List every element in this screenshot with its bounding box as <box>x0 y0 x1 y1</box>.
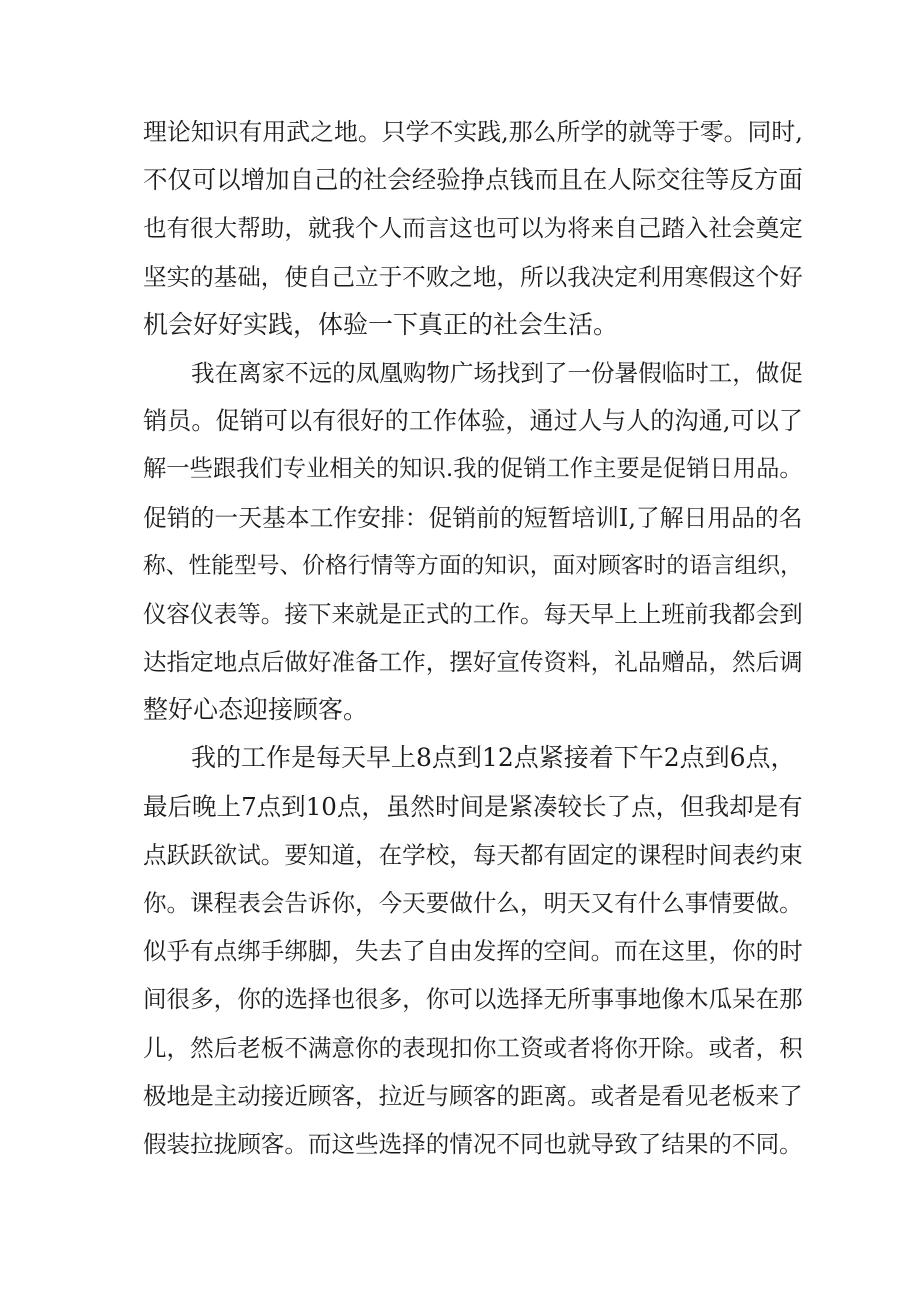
text-line: 极地是主动接近顾客，拉近与顾客的距离。或者是看见老板来了 <box>143 1081 803 1110</box>
text-line: 点跃跃欲试。要知道，在学校，每天都有固定的课程时间表约束 <box>143 840 803 869</box>
text-line: 销员。促销可以有很好的工作体验，通过人与人的沟通,可以了 <box>143 407 803 436</box>
text-line: 坚实的基础，使自己立于不败之地，所以我决定利用寒假这个好 <box>143 262 803 291</box>
body-text <box>143 108 803 1168</box>
text-line: 促销的一天基本工作安排：促销前的短暂培训I,了解日用品的名 <box>143 503 803 532</box>
text-line: 称、性能型号、价格行情等方面的知识，面对顾客时的语言组织， <box>143 552 803 579</box>
text-line: 我的工作是每天早上8点到12点紧接着下午2点到6点， <box>191 743 796 773</box>
text-line: 最后晚上7点到10点，虽然时间是紧凑较长了点，但我却是有 <box>143 791 803 821</box>
text-line: 你。课程表会告诉你，今天要做什么，明天又有什么事情要做。 <box>143 889 803 917</box>
text-line: 间很多，你的选择也很多，你可以选择无所事事地像木瓜呆在那 <box>143 985 803 1014</box>
text-line: 我在离家不远的凤凰购物广场找到了一份暑假临时工，做促 <box>191 358 803 387</box>
text-line: 似乎有点绑手绑脚，失去了自由发挥的空间。而在这里，你的时 <box>143 937 803 966</box>
text-line: 仪容仪表等。接下来就是正式的工作。每天早上上班前我都会到 <box>143 599 803 628</box>
text-line: 儿，然后老板不满意你的表现扣你工资或者将你开除。或者，积 <box>143 1033 803 1062</box>
text-line: 整好心态迎接顾客。 <box>143 695 369 725</box>
text-line: 理论知识有用武之地。只学不实践,那么所学的就等于零。同时, <box>143 118 803 146</box>
text-line: 达指定地点后做好准备工作，摆好宣传资料，礼品赠品，然后调 <box>143 648 803 677</box>
text-line: 机会好好实践，体验一下真正的社会生活。 <box>143 309 619 339</box>
text-line: 不仅可以增加自己的社会经验挣点钱而且在人际交往等反方面 <box>143 165 803 195</box>
text-line: 也有很大帮助，就我个人而言这也可以为将来自己踏入社会奠定 <box>143 214 803 243</box>
text-line: 解一些跟我们专业相关的知识.我的促销工作主要是促销日用品。 <box>143 455 803 483</box>
text-line: 假装拉拢顾客。而这些选择的情况不同也就导致了结果的不同。 <box>143 1129 803 1158</box>
